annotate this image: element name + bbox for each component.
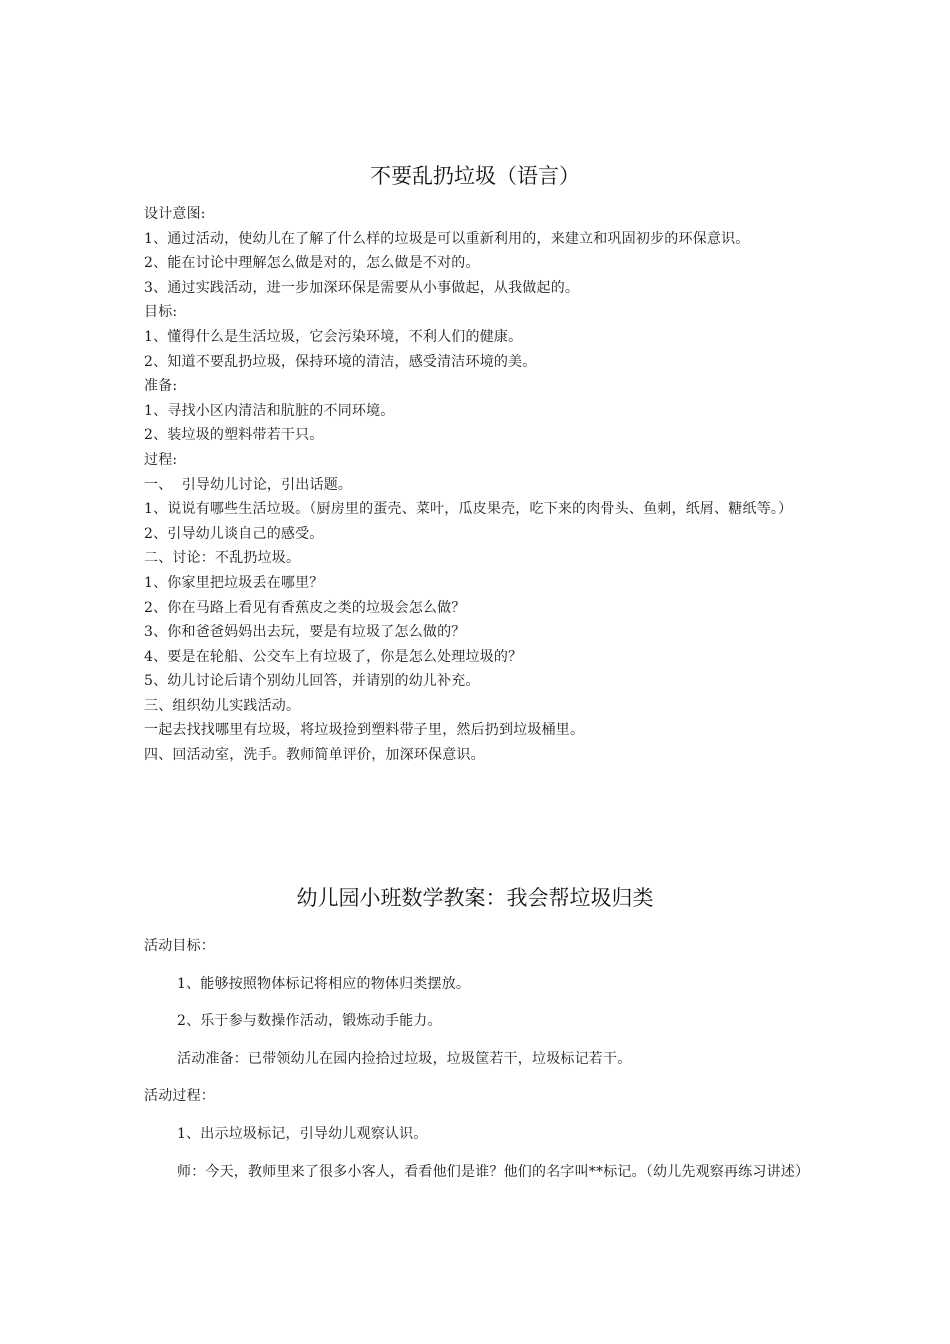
paragraph: 3、通过实践活动，进一步加深环保是需要从小事做起，从我做起的。 — [144, 279, 580, 296]
paragraph: 1、通过活动，使幼儿在了解了什么样的垃圾是可以重新利用的，来建立和巩固初步的环保意识。 — [144, 230, 750, 247]
paragraph: 1、你家里把垃圾丢在哪里？ — [144, 574, 324, 591]
lesson-title-1: 不要乱扔垃圾（语言） — [370, 164, 580, 188]
paragraph: 1、懂得什么是生活垃圾，它会污染环境，不利人们的健康。 — [144, 328, 523, 345]
paragraph: 2、装垃圾的塑料带若干只。 — [144, 427, 324, 444]
paragraph: 活动准备：已带领幼儿在园内捡拾过垃圾，垃圾筐若干，垃圾标记若干。 — [177, 1050, 632, 1067]
paragraph: 5、幼儿讨论后请个别幼儿回答，并请别的幼儿补充。 — [144, 673, 480, 690]
paragraph: 3、你和爸爸妈妈出去玩，要是有垃圾了怎么做的？ — [144, 624, 466, 641]
section-heading-process: 过程: — [144, 451, 178, 468]
paragraph: 2、乐于参与数操作活动，锻炼动手能力。 — [177, 1013, 442, 1030]
paragraph: 一起去找找哪里有垃圾，将垃圾捡到塑料带子里，然后扔到垃圾桶里。 — [144, 722, 585, 739]
section-heading-preparation: 准备: — [144, 378, 178, 395]
paragraph: 三、组织幼儿实践活动。 — [144, 697, 301, 714]
paragraph: 1、能够按照物体标记将相应的物体归类摆放。 — [177, 975, 471, 992]
paragraph: 二、讨论：不乱扔垃圾。 — [144, 550, 301, 567]
paragraph: 1、出示垃圾标记，引导幼儿观察认识。 — [177, 1125, 428, 1142]
section-heading-activity-goals: 活动目标： — [144, 938, 215, 954]
paragraph: 2、知道不要乱扔垃圾，保持环境的清洁，感受清洁环境的美。 — [144, 353, 537, 370]
paragraph: 1、寻找小区内清洁和肮脏的不同环境。 — [144, 402, 395, 419]
paragraph: 2、你在马路上看见有香蕉皮之类的垃圾会怎么做？ — [144, 599, 466, 616]
paragraph: 四、回活动室，洗手。教师简单评价，加深环保意识。 — [144, 747, 485, 764]
paragraph: 一、 引导幼儿讨论，引出话题。 — [144, 476, 353, 493]
section-heading-design: 设计意图: — [144, 206, 206, 222]
lesson-body-2 — [144, 934, 812, 1197]
paragraph: 2、能在讨论中理解怎么做是对的，怎么做是不对的。 — [144, 255, 480, 272]
paragraph: 师：今天，教师里来了很多小客人，看看他们是谁？他们的名字叫**标记。（幼儿先观察再练习讲述） — [177, 1163, 810, 1180]
paragraph: 1、说说有哪些生活垃圾。（厨房里的蛋壳、菜叶，瓜皮果壳，吃下来的肉骨头、鱼刺，纸屑、糖纸等。） — [144, 501, 793, 518]
paragraph: 2、引导幼儿谈自己的感受。 — [144, 525, 324, 542]
lesson-title-2: 幼儿园小班数学教案：我会帮垃圾归类 — [296, 886, 654, 910]
section-heading-activity-process: 活动过程： — [144, 1088, 215, 1105]
lesson-body-1 — [144, 202, 812, 768]
section-heading-goals: 目标: — [144, 304, 178, 321]
paragraph: 4、要是在轮船、公交车上有垃圾了，你是怎么处理垃圾的？ — [144, 648, 523, 665]
